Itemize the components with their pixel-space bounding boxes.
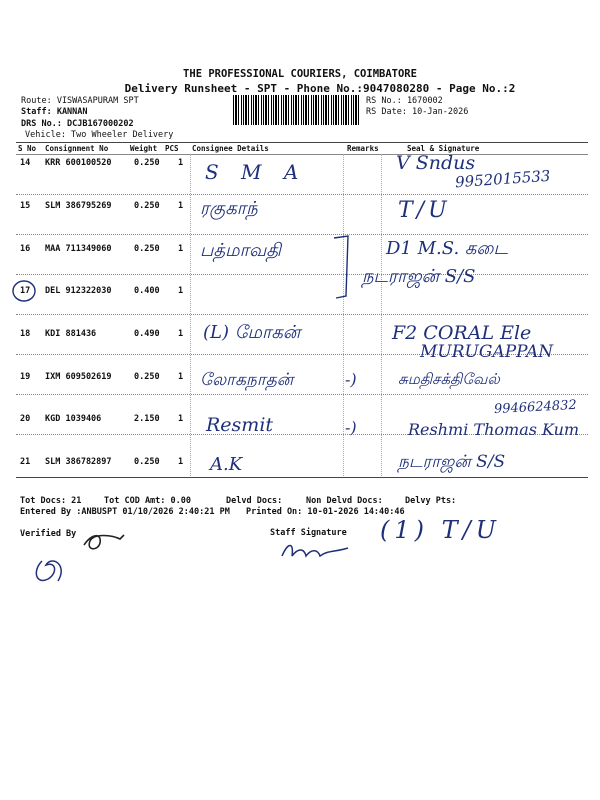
consignee-handwriting: லோகநாதன்	[200, 370, 294, 390]
row-consignment: SLM 386782897	[45, 457, 112, 467]
seal-handwriting: நடராஜன் S/S	[362, 266, 476, 287]
row-sno: 17	[20, 286, 31, 296]
header-divider	[16, 154, 588, 155]
row-divider	[16, 314, 588, 315]
seal-handwriting: சுமதிசக்திவேல்	[398, 370, 500, 388]
consignee-handwriting: ரகுகாந்	[200, 198, 258, 219]
row-weight: 2.150	[134, 414, 160, 424]
row-divider	[16, 194, 588, 195]
row-sno: 16	[20, 244, 31, 254]
row-consignment: DEL 912322030	[45, 286, 112, 296]
drs-number: DRS No.: DCJB167000202	[21, 119, 134, 129]
col-divider	[343, 154, 344, 476]
rs-date: RS Date: 10-Jan-2026	[366, 107, 469, 117]
row-weight: 0.400	[134, 286, 160, 296]
staff-label: Staff: KANNAN	[21, 107, 88, 117]
consignee-handwriting: Resmit	[206, 414, 274, 436]
col-seal: Seal & Signature	[407, 144, 480, 153]
consignee-handwriting: (L) மோகன்	[203, 322, 301, 343]
row-sno: 21	[20, 457, 31, 467]
row-pcs: 1	[178, 201, 184, 211]
runsheet-subtitle: Delivery Runsheet - SPT - Phone No.:9047080280 - Page No.:2	[124, 82, 516, 95]
row-weight: 0.250	[134, 244, 160, 254]
row-consignment: KDI 881436	[45, 329, 97, 339]
row-divider	[16, 234, 588, 235]
col-sno: S No	[18, 144, 37, 153]
entered-by: Entered By :ANBUSPT 01/10/2026 2:40:21 PM	[20, 507, 230, 517]
row-weight: 0.250	[134, 158, 160, 168]
remarks-handwriting: -)	[345, 418, 357, 437]
row-pcs: 1	[178, 457, 184, 467]
seal-name-handwriting: MURUGAPPAN	[420, 342, 554, 362]
col-divider	[190, 154, 191, 476]
row-pcs: 1	[178, 329, 184, 339]
row-pcs: 1	[178, 414, 184, 424]
seal-handwriting: F2 CORAL Ele	[392, 322, 532, 344]
row-sno: 15	[20, 201, 31, 211]
row-divider	[16, 274, 588, 275]
printed-on: Printed On: 10-01-2026 14:40:46	[246, 507, 405, 517]
row-weight: 0.490	[134, 329, 160, 339]
rs-number: RS No.: 1670002	[366, 96, 443, 106]
verified-by-label: Verified By	[20, 529, 77, 539]
row-weight: 0.250	[134, 201, 160, 211]
consignee-handwriting: S M A	[205, 160, 307, 184]
row-consignment: MAA 711349060	[45, 244, 112, 254]
row-pcs: 1	[178, 372, 184, 382]
col-weight: Weight	[130, 144, 158, 153]
row-sno: 14	[20, 158, 31, 168]
delivered-docs: Delvd Docs:	[226, 496, 283, 506]
staff-signature-handwriting: (1) T/U	[380, 516, 501, 544]
row-pcs: 1	[178, 244, 184, 254]
seal-handwriting: நடராஜன் S/S	[398, 452, 506, 472]
row-sno: 20	[20, 414, 31, 424]
row-sno: 18	[20, 329, 31, 339]
staff-signature-label: Staff Signature	[270, 528, 347, 538]
vehicle-label: Vehicle: Two Wheeler Delivery	[25, 130, 174, 140]
col-consignee: Consignee Details	[192, 144, 269, 153]
consignee-handwriting: பத்மாவதி	[200, 240, 281, 261]
seal-handwriting: D1 M.S. கடை	[386, 238, 508, 259]
seal-handwriting: T/U	[398, 198, 451, 223]
remarks-handwriting: -)	[345, 370, 357, 389]
company-title: THE PROFESSIONAL COURIERS, COIMBATORE	[183, 68, 417, 80]
row-weight: 0.250	[134, 372, 160, 382]
barcode	[233, 95, 361, 125]
seal-handwriting: V Sndus	[396, 152, 476, 174]
staff-signature	[278, 538, 358, 568]
row-pcs: 1	[178, 158, 184, 168]
delivery-points: Delvy Pts:	[405, 496, 457, 506]
bracket-mark	[330, 234, 356, 300]
row-consignment: KGD 1039406	[45, 414, 102, 424]
row-weight: 0.250	[134, 457, 160, 467]
col-remarks: Remarks	[347, 144, 379, 153]
total-cod-amount: Tot COD Amt: 0.00	[104, 496, 191, 506]
col-pcs: PCS	[165, 144, 179, 153]
seal-phone-handwriting: 9952015533	[454, 166, 551, 192]
row-consignment: IXM 609502619	[45, 372, 112, 382]
row-sno: 19	[20, 372, 31, 382]
consignee-handwriting: A.K	[210, 454, 243, 475]
route-label: Route: VISWASAPURAM SPT	[21, 96, 139, 106]
row-pcs: 1	[178, 286, 184, 296]
row-divider	[16, 394, 588, 395]
col-divider	[381, 154, 382, 476]
total-docs: Tot Docs: 21	[20, 496, 82, 506]
seal-handwriting: Reshmi Thomas Kum	[408, 420, 580, 439]
seal-phone-handwriting: 9946624832	[493, 397, 578, 418]
col-consignment: Consignment No	[45, 144, 109, 153]
non-delivered-docs: Non Delvd Docs:	[306, 496, 383, 506]
row-consignment: SLM 386795269	[45, 201, 112, 211]
verifier-signature	[28, 525, 138, 595]
row-consignment: KRR 600100520	[45, 158, 112, 168]
